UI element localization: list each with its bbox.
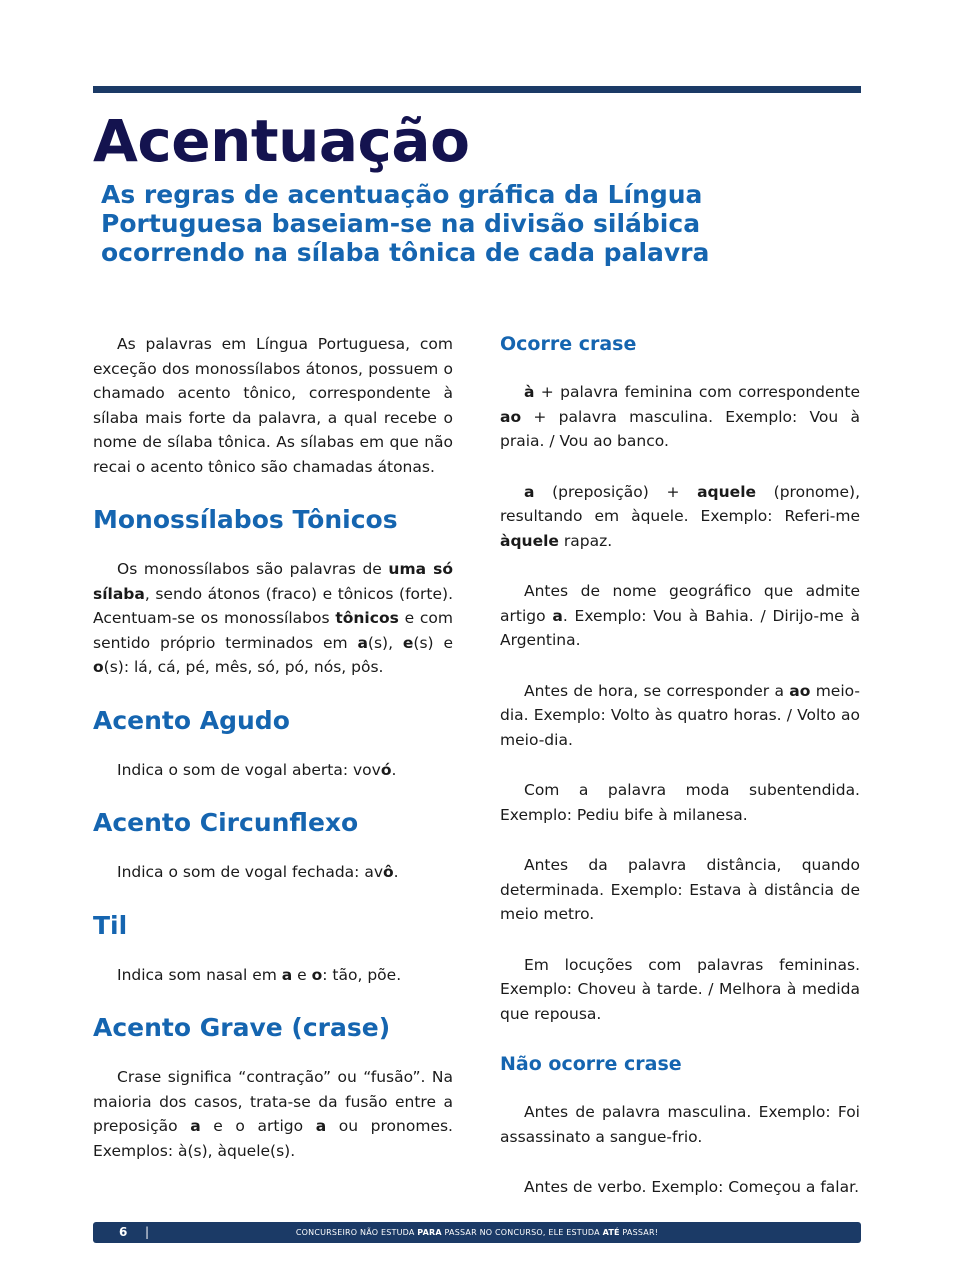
intro-paragraph: As palavras em Língua Portuguesa, com exceção dos monossílabos átonos, possuem o chamado acento tônico, correspondente à sílaba mais forte da palavra, a qual recebe o nome de sílaba tônica. As sílabas em que não recai o acento tônico são chamadas átonas.	[93, 335, 453, 476]
acento-agudo-paragraph: Indica o som de vogal aberta: vovó.	[117, 760, 397, 779]
acento-grave-paragraph: Crase significa “contração” ou “fusão”. Na maioria dos casos, trata-se da fusão entre a preposição a e o artigo a ou pronomes. Exemplos: à(s), àquele(s).	[93, 1068, 453, 1160]
page-subtitle: As regras de acentuação gráfica da Língua Portuguesa baseiam-se na divisão silábica ocorrendo na sílaba tônica de cada palavra	[101, 180, 710, 267]
til-heading: Til	[93, 910, 128, 940]
ocorre-crase-rule-7: Em locuções com palavras femininas. Exemplo: Choveu à tarde. / Melhora à medida que repousa.	[500, 955, 860, 1023]
ocorre-crase-rule-2: a (preposição) + aquele (pronome), resultando em àquele. Exemplo: Referi-me àquele rapaz.	[500, 482, 860, 550]
page-title: Acentuação	[93, 107, 470, 175]
acento-circunflexo-heading: Acento Circunflexo	[93, 808, 359, 837]
monossilabos-paragraph: Os monossílabos são palavras de uma só sílaba, sendo átonos (fraco) e tônicos (forte). Acentuam-se os monossílabos tônicos e com sentido próprio terminados em a(s), e(s) e o(s): lá, cá, pé, mês, só, pó, nós, pôs.	[93, 560, 453, 676]
ocorre-crase-rule-5: Com a palavra moda subentendida. Exemplo: Pediu bife à milanesa.	[500, 781, 860, 824]
ocorre-crase-rule-4: Antes de hora, se corresponder a ao meio-dia. Exemplo: Volto às quatro horas. / Volto ao meio-dia.	[500, 681, 860, 749]
monossilabos-heading: Monossílabos Tônicos	[93, 505, 398, 534]
page-number-separator: |	[145, 1225, 150, 1239]
left-column	[93, 332, 453, 1189]
til-paragraph: Indica som nasal em a e o: tão, põe.	[117, 965, 402, 984]
nao-ocorre-crase-rule-1: Antes de palavra masculina. Exemplo: Foi assassinato a sangue-frio.	[500, 1103, 860, 1146]
nao-ocorre-crase-rule-2: Antes de verbo. Exemplo: Começou a falar.	[524, 1178, 859, 1196]
ocorre-crase-rule-6: Antes da palavra distância, quando determinada. Exemplo: Estava à distância de meio metro.	[500, 856, 860, 923]
footer-bar	[93, 1222, 861, 1243]
top-rule	[93, 86, 861, 93]
ocorre-crase-rule-3: Antes de nome geográfico que admite artigo a. Exemplo: Vou à Bahia. / Dirijo-me à Argentina.	[500, 582, 860, 649]
acento-grave-heading: Acento Grave (crase)	[93, 1013, 391, 1042]
page-number: 6	[119, 1225, 128, 1239]
ocorre-crase-rule-1: à + palavra feminina com correspondente ao + palavra masculina. Exemplo: Vou à praia. / Vou ao banco.	[500, 383, 860, 450]
nao-ocorre-crase-heading: Não ocorre crase	[500, 1053, 682, 1075]
right-column	[500, 332, 860, 1226]
ocorre-crase-heading: Ocorre crase	[500, 333, 637, 355]
footer-slogan: CONCURSEIRO NÃO ESTUDA PARA PASSAR NO CONCURSO, ELE ESTUDA ATÉ PASSAR!	[295, 1228, 659, 1237]
acento-circunflexo-paragraph: Indica o som de vogal fechada: avô.	[117, 863, 399, 881]
acento-agudo-heading: Acento Agudo	[93, 705, 290, 735]
